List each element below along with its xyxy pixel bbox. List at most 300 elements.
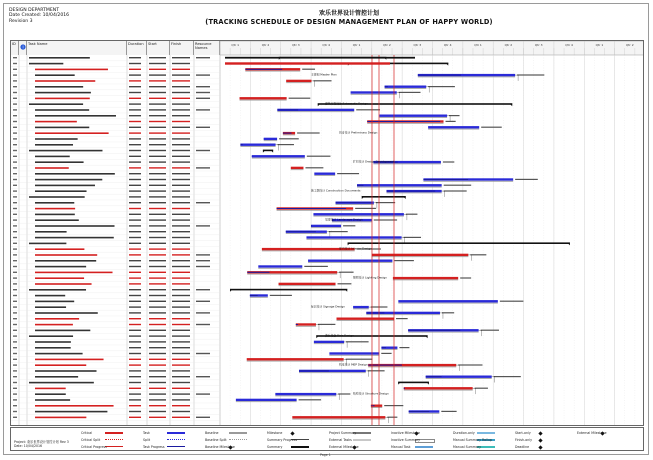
legend-project-info xyxy=(14,441,69,449)
progress-bar xyxy=(286,231,316,232)
bar-label xyxy=(481,330,499,331)
duration-text xyxy=(129,248,141,249)
date-created-label: Date Created: 10/04/2016 xyxy=(9,13,70,19)
legend-symbol-ext-task xyxy=(353,439,371,441)
row-id-text xyxy=(13,92,17,93)
baseline-bar xyxy=(336,204,374,205)
baseline-bar xyxy=(367,123,443,124)
task-bar xyxy=(240,144,275,146)
finish-date-text xyxy=(172,417,190,418)
baseline-bar xyxy=(398,303,498,304)
bar-label xyxy=(305,167,323,168)
task-name-text xyxy=(35,115,116,117)
legend-symbol-baseline xyxy=(229,432,247,434)
start-date-text xyxy=(149,214,166,215)
finish-date-text xyxy=(172,266,190,267)
legend-symbol-progress xyxy=(167,446,185,447)
progress-bar xyxy=(245,69,282,70)
task-bar xyxy=(240,97,287,99)
summary-bar xyxy=(362,196,406,198)
task-name-text xyxy=(35,417,86,419)
finish-date-text xyxy=(172,312,190,313)
task-name-text xyxy=(35,190,87,192)
gantt-annotation-label: 主规划 Master Plan xyxy=(311,72,337,77)
task-bar xyxy=(398,300,498,302)
baseline-bar xyxy=(385,88,427,89)
col-task-name-header: Task Name xyxy=(27,41,127,55)
duration-text xyxy=(129,260,141,261)
start-date-text xyxy=(149,109,166,110)
task-bar xyxy=(385,86,427,88)
duration-text xyxy=(129,80,141,81)
task-bar xyxy=(351,91,397,93)
duration-text xyxy=(129,74,141,75)
baseline-bar xyxy=(236,401,297,402)
progress-bar xyxy=(357,185,363,186)
task-name-text xyxy=(35,86,83,88)
baseline-bar xyxy=(314,175,335,176)
bar-label xyxy=(444,190,467,191)
start-date-text xyxy=(149,237,166,238)
task-bar xyxy=(337,318,395,320)
start-date-text xyxy=(149,69,166,70)
resource-text xyxy=(196,353,210,354)
duration-text xyxy=(129,156,141,157)
duration-text xyxy=(129,312,141,313)
legend-label-task-bar: Task xyxy=(143,431,150,435)
row-id-text xyxy=(13,272,17,273)
legend-project-name: Project: 欢乐世界设计管控计划 Rev 3 xyxy=(14,440,69,444)
bar-label xyxy=(374,219,397,220)
row-id-text xyxy=(13,208,17,209)
duration-text xyxy=(129,335,141,336)
progress-bar xyxy=(366,312,384,313)
start-date-text xyxy=(149,179,166,180)
timescale-quarter-label: Qtr 2 xyxy=(504,43,513,47)
finish-date-text xyxy=(172,411,190,412)
col-duration-header: Duration xyxy=(127,41,147,55)
duration-text xyxy=(129,359,141,360)
gantt-annotation-label: 施工图设计 Construction Documents xyxy=(311,188,361,193)
task-name-text xyxy=(35,214,75,216)
start-date-text xyxy=(149,196,166,197)
baseline-bar xyxy=(245,71,300,72)
progress-bar xyxy=(423,179,468,180)
start-date-text xyxy=(149,260,166,261)
duration-text xyxy=(129,63,141,64)
finish-date-text xyxy=(172,98,190,99)
bar-label xyxy=(475,388,488,389)
finish-date-text xyxy=(172,138,190,139)
finish-date-text xyxy=(172,370,190,371)
row-id-text xyxy=(13,86,17,87)
bar-label xyxy=(297,132,320,133)
start-date-text xyxy=(149,341,166,342)
task-name-text xyxy=(35,393,66,395)
task-name-text xyxy=(35,132,109,134)
task-name-text xyxy=(35,376,78,378)
duration-text xyxy=(129,98,141,99)
baseline-bar xyxy=(423,181,513,182)
gantt-annotation-label: 游乐设备 Ride Design xyxy=(325,333,354,338)
task-name-text xyxy=(29,57,90,59)
legend-symbol-manual-task xyxy=(415,446,433,448)
finish-date-text xyxy=(172,341,190,342)
bar-label xyxy=(307,156,331,157)
row-id-text xyxy=(13,156,17,157)
task-name-text xyxy=(29,243,66,245)
row-id-text xyxy=(13,225,17,226)
bar-label xyxy=(494,376,521,377)
start-date-text xyxy=(149,289,166,290)
start-date-text xyxy=(149,330,166,331)
finish-date-text xyxy=(172,393,190,394)
duration-text xyxy=(129,237,141,238)
dependency-link xyxy=(515,75,518,81)
row-id-text xyxy=(13,138,17,139)
progress-bar xyxy=(336,202,373,203)
duration-text xyxy=(129,109,141,110)
legend-label-crit-progress: Critical Progress xyxy=(81,445,107,449)
bar-label xyxy=(343,225,355,226)
progress-bar xyxy=(426,376,442,377)
bar-label xyxy=(338,283,352,284)
task-name-text xyxy=(35,295,65,297)
duration-text xyxy=(129,272,141,273)
progress-bar xyxy=(247,272,269,273)
progress-bar xyxy=(418,75,461,76)
duration-text xyxy=(129,185,141,186)
bar-label xyxy=(270,295,292,296)
duration-text xyxy=(129,341,141,342)
bar-label xyxy=(318,324,335,325)
legend-label-bl-milestone: Baseline Milestone xyxy=(205,445,235,449)
svg-text:i: i xyxy=(22,44,24,50)
task-bar xyxy=(314,173,335,175)
task-bar xyxy=(275,393,336,395)
legend-symbol-crit-progress xyxy=(105,446,123,447)
bar-label xyxy=(338,393,350,394)
dependency-link xyxy=(312,81,315,87)
task-name-text xyxy=(35,359,104,361)
baseline-bar xyxy=(337,320,395,321)
start-date-text xyxy=(149,335,166,336)
baseline-bar xyxy=(379,117,447,118)
timescale-quarter-label: Qtr 3 xyxy=(534,43,543,47)
dependency-link xyxy=(316,325,319,331)
duration-text xyxy=(129,283,141,284)
resource-text xyxy=(196,127,210,128)
task-name-text xyxy=(35,260,96,262)
start-date-text xyxy=(149,225,166,226)
bar-label xyxy=(278,144,294,145)
duration-text xyxy=(129,127,141,128)
progress-bar xyxy=(277,208,347,209)
legend-label-inactive-milestone: Inactive Milestone xyxy=(391,431,420,435)
bar-label xyxy=(470,254,486,255)
legend-label-proj-summary: Project Summary xyxy=(329,431,357,435)
finish-date-text xyxy=(172,231,190,232)
task-name-text xyxy=(29,63,63,65)
timescale-quarter-label: Qtr 4 xyxy=(322,43,331,47)
row-id-text xyxy=(13,196,17,197)
resource-text xyxy=(196,98,210,99)
start-date-text xyxy=(149,231,166,232)
start-date-text xyxy=(149,63,166,64)
duration-text xyxy=(129,138,141,139)
finish-date-text xyxy=(172,254,190,255)
start-date-text xyxy=(149,132,166,133)
start-date-text xyxy=(149,347,166,348)
finish-date-text xyxy=(172,289,190,290)
finish-date-text xyxy=(172,382,190,383)
legend-label-baseline-split: Baseline Split xyxy=(205,438,227,442)
timescale-quarter-label: Qtr 2 xyxy=(383,43,391,47)
start-date-text xyxy=(149,208,166,209)
timescale-quarter-label: Qtr 1 xyxy=(231,43,239,47)
task-name-text xyxy=(35,364,86,366)
duration-text xyxy=(129,92,141,93)
finish-date-text xyxy=(172,161,190,162)
task-name-text xyxy=(35,173,115,175)
finish-date-text xyxy=(172,248,190,249)
duration-text xyxy=(129,202,141,203)
row-id-text xyxy=(13,173,17,174)
resource-text xyxy=(196,266,210,267)
row-id-text xyxy=(13,353,17,354)
duration-text xyxy=(129,103,141,104)
start-date-text xyxy=(149,103,166,104)
timescale-quarter-label: Qtr 2 xyxy=(261,43,270,47)
gantt-annotation-label: 景观设计 Landscape Design xyxy=(325,217,363,222)
progress-bar xyxy=(296,324,298,325)
col-finish-header: Finish xyxy=(170,41,194,55)
task-bar xyxy=(313,213,403,215)
finish-date-text xyxy=(172,150,190,151)
row-id-text xyxy=(13,167,17,168)
start-date-text xyxy=(149,277,166,278)
start-date-text xyxy=(149,411,166,412)
legend-symbol-summary xyxy=(291,446,309,448)
summary-bar xyxy=(230,289,347,291)
row-id-text xyxy=(13,399,17,400)
progress-bar xyxy=(368,365,402,366)
duration-text xyxy=(129,214,141,215)
duration-text xyxy=(129,167,141,168)
baseline-bar xyxy=(308,262,392,263)
task-name-text xyxy=(29,150,102,152)
duration-text xyxy=(129,393,141,394)
start-date-text xyxy=(149,150,166,151)
duration-text xyxy=(129,86,141,87)
bar-label xyxy=(460,277,471,278)
baseline-bar xyxy=(426,378,492,379)
legend-label-ext-task: External Tasks xyxy=(329,438,352,442)
legend-label-manual-summary: Manual Summary xyxy=(453,445,481,449)
task-name-text xyxy=(35,161,84,163)
legend-label-manual-rollup: Manual Summary Rollup xyxy=(453,438,492,442)
row-id-text xyxy=(13,243,17,244)
duration-text xyxy=(129,370,141,371)
start-date-text xyxy=(149,370,166,371)
row-id-text xyxy=(13,80,17,81)
dependency-link xyxy=(374,203,377,209)
progress-bar xyxy=(408,330,460,331)
bar-label xyxy=(337,173,359,174)
bar-label xyxy=(443,161,454,162)
task-bar xyxy=(291,167,304,169)
start-date-text xyxy=(149,80,166,81)
row-id-text xyxy=(13,393,17,394)
resource-text xyxy=(196,254,210,255)
baseline-bar xyxy=(404,390,473,391)
baseline-bar xyxy=(332,222,372,223)
task-name-text xyxy=(35,92,91,94)
duration-text xyxy=(129,277,141,278)
legend-label-deadline: Deadline xyxy=(515,445,530,449)
task-name-text xyxy=(35,272,113,274)
bar-label xyxy=(446,121,456,122)
task-bar xyxy=(279,283,336,285)
bar-label xyxy=(404,237,421,238)
legend-symbol-crit-bar xyxy=(105,432,123,434)
task-name-text xyxy=(35,388,66,390)
start-date-text xyxy=(149,417,166,418)
start-date-text xyxy=(149,127,166,128)
row-id-text xyxy=(13,370,17,371)
task-name-text xyxy=(29,289,86,291)
resource-text xyxy=(196,109,210,110)
bar-label xyxy=(381,353,391,354)
legend-label-inactive-summary: Inactive Summary xyxy=(391,438,421,442)
finish-date-text xyxy=(172,283,190,284)
task-name-text xyxy=(35,121,77,123)
department-label: DESIGN DEPARTMENT xyxy=(9,8,59,13)
resource-text xyxy=(196,167,210,168)
baseline-bar xyxy=(240,100,287,101)
task-name-text xyxy=(35,202,74,204)
bar-label xyxy=(449,115,459,116)
finish-date-text xyxy=(172,196,190,197)
duration-text xyxy=(129,318,141,319)
bar-label xyxy=(394,260,413,261)
row-id-text xyxy=(13,388,17,389)
duration-text xyxy=(129,219,141,220)
start-date-text xyxy=(149,324,166,325)
dependency-link xyxy=(456,365,459,371)
start-date-text xyxy=(149,283,166,284)
row-id-text xyxy=(13,57,17,58)
start-date-text xyxy=(149,167,166,168)
progress-bar xyxy=(381,347,386,348)
start-date-text xyxy=(149,388,166,389)
start-date-text xyxy=(149,219,166,220)
finish-date-text xyxy=(172,324,190,325)
row-id-text xyxy=(13,109,17,110)
title-english: (TRACKING SCHEDULE OF DESIGN MANAGEMENT PLAN OF HAPPY WORLD) xyxy=(205,18,493,26)
row-id-text xyxy=(13,219,17,220)
row-id-text xyxy=(13,202,17,203)
start-date-text xyxy=(149,382,166,383)
task-name-text xyxy=(35,156,70,158)
schedule-sheet xyxy=(3,3,649,455)
start-date-text xyxy=(149,405,166,406)
duration-text xyxy=(129,196,141,197)
start-date-text xyxy=(149,121,166,122)
task-bar xyxy=(393,277,458,279)
task-name-text xyxy=(35,318,79,320)
baseline-bar xyxy=(393,280,458,281)
row-id-text xyxy=(13,341,17,342)
start-date-text xyxy=(149,399,166,400)
legend-label-summary: Summary xyxy=(267,445,283,449)
row-id-text xyxy=(13,127,17,128)
gantt-annotation-label: 初步设计 Preliminary Design xyxy=(339,130,378,135)
baseline-bar xyxy=(247,361,344,362)
task-bar xyxy=(353,306,369,308)
duration-text xyxy=(129,121,141,122)
task-name-text xyxy=(35,399,70,401)
bar-label xyxy=(396,318,408,319)
start-date-text xyxy=(149,161,166,162)
finish-date-text xyxy=(172,69,190,70)
start-date-text xyxy=(149,312,166,313)
row-id-text xyxy=(13,237,17,238)
task-bar xyxy=(264,138,277,140)
duration-text xyxy=(129,405,141,406)
baseline-bar xyxy=(351,94,397,95)
task-name-text xyxy=(35,405,114,407)
finish-date-text xyxy=(172,80,190,81)
legend-label-split: Split xyxy=(143,438,151,442)
duration-text xyxy=(129,301,141,302)
baseline-bar xyxy=(277,210,354,211)
legend-label-start-only: Start-only xyxy=(515,431,531,435)
progress-bar xyxy=(299,370,329,371)
start-date-text xyxy=(149,138,166,139)
finish-date-text xyxy=(172,103,190,104)
timescale-quarter-label: Qtr 1 xyxy=(595,43,604,47)
resource-text xyxy=(196,57,210,58)
resource-text xyxy=(196,324,210,325)
row-id-text xyxy=(13,231,17,232)
start-date-text xyxy=(149,115,166,116)
task-bar xyxy=(286,80,311,82)
row-id-text xyxy=(13,132,17,133)
baseline-bar xyxy=(264,140,277,141)
bar-label xyxy=(444,185,472,186)
start-date-text xyxy=(149,74,166,75)
finish-date-text xyxy=(172,306,190,307)
row-id-text xyxy=(13,289,17,290)
legend-label-manual-task: Manual Task xyxy=(391,445,411,449)
duration-text xyxy=(129,353,141,354)
duration-text xyxy=(129,173,141,174)
row-id-text xyxy=(13,347,17,348)
task-name-text xyxy=(35,208,75,210)
bar-label xyxy=(500,301,524,302)
title-block xyxy=(184,10,514,27)
legend-label-ext-milestone: External Milestone xyxy=(329,445,359,449)
baseline-bar xyxy=(279,285,336,286)
task-name-text xyxy=(35,109,89,111)
task-bar xyxy=(308,260,392,262)
dependency-link xyxy=(336,394,339,400)
task-name-text xyxy=(35,306,66,308)
start-date-text xyxy=(149,243,166,244)
progress-bar xyxy=(240,144,242,145)
start-date-text xyxy=(149,254,166,255)
